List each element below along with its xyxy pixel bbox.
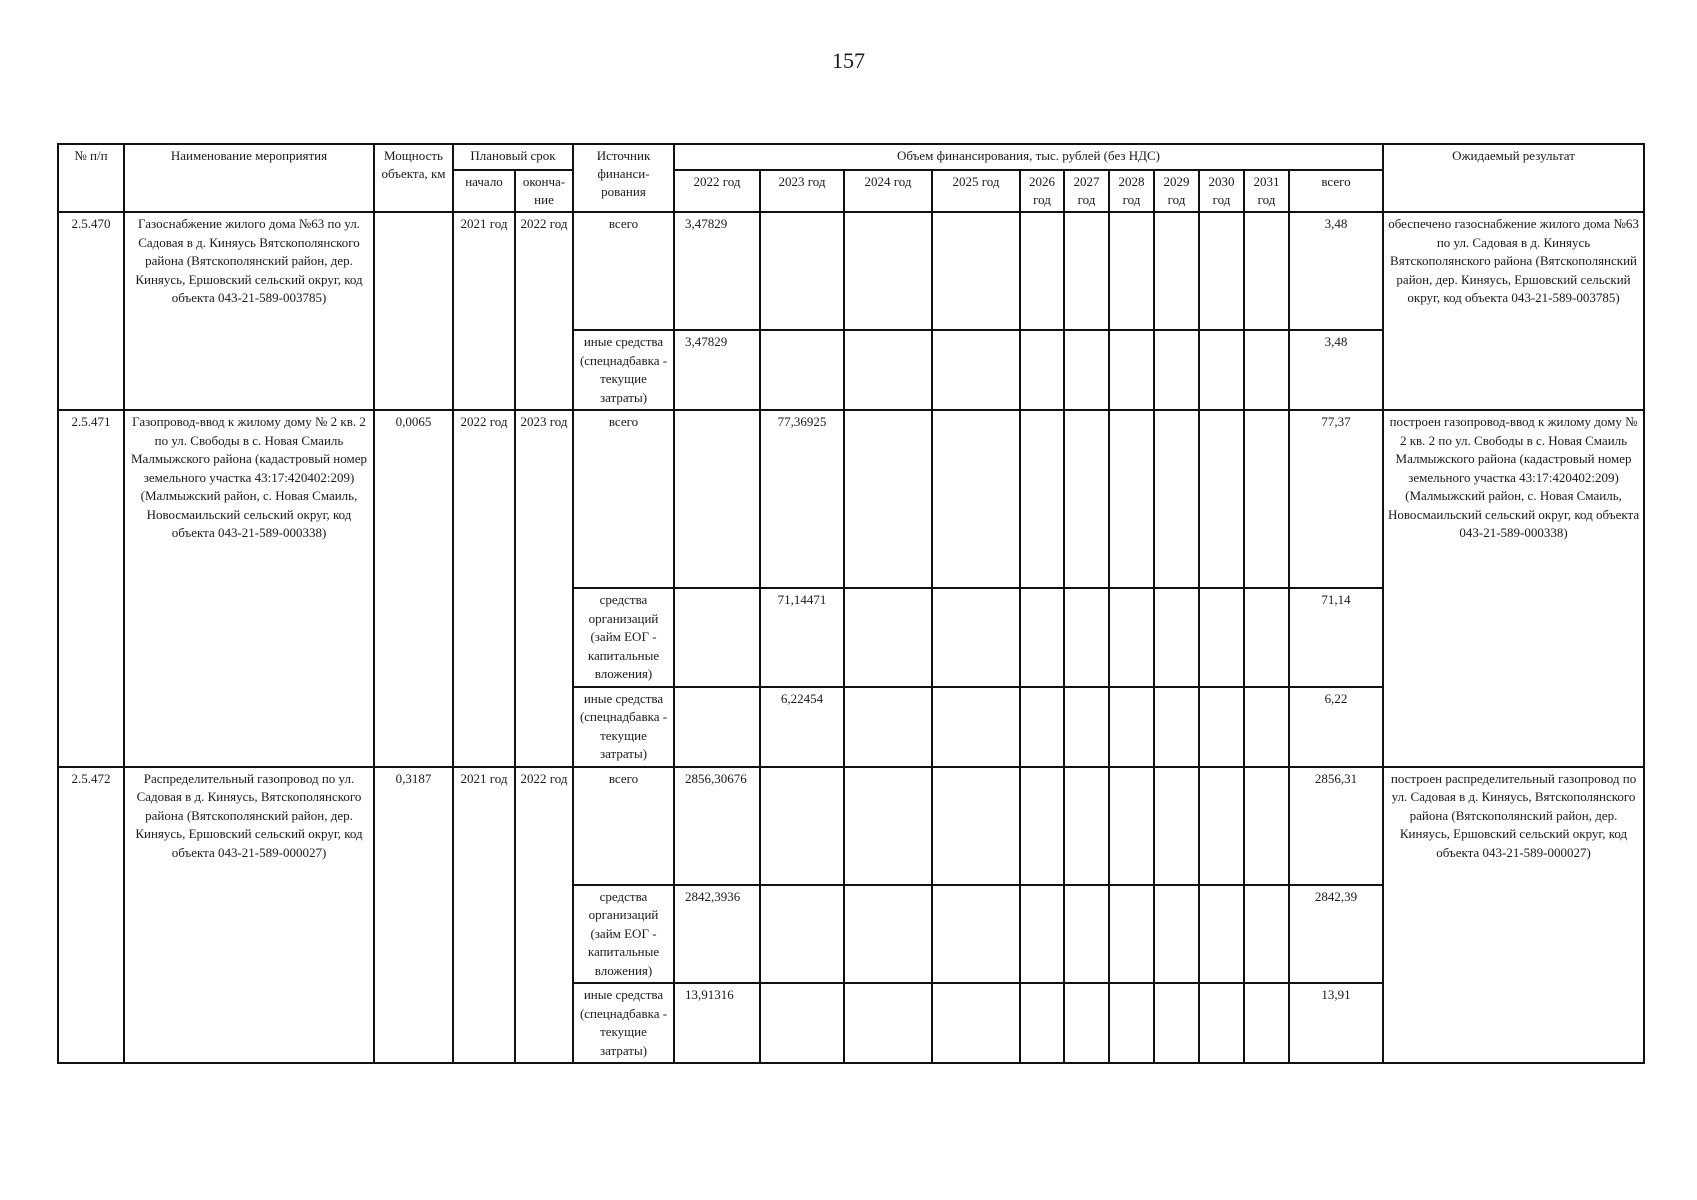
value-2022: 3,47829 (674, 330, 760, 410)
value-total: 6,22 (1289, 687, 1383, 767)
header-year: 2028 год (1109, 170, 1154, 212)
item-start: 2021 год (453, 767, 515, 1064)
header-end: оконча-ние (515, 170, 573, 212)
funding-source: всего (573, 767, 674, 885)
item-name: Распределительный газопровод по ул. Садовая в д. Киняусь, Вятскополянского района (Вятскополянский район, дер. Киняусь, Ершовский сельский округ, код объекта 043-21-589-000027) (124, 767, 374, 1064)
item-end: 2022 год (515, 767, 573, 1064)
value-2023 (760, 330, 844, 410)
header-source: Источник финанси-рования (573, 144, 674, 212)
value-2022: 13,91316 (674, 983, 760, 1063)
table-row (58, 767, 1644, 885)
value-2022: 3,47829 (674, 212, 760, 330)
header-year: 2025 год (932, 170, 1020, 212)
header-year: 2031 год (1244, 170, 1289, 212)
expected-result: построен распределительный газопровод по ул. Садовая в д. Киняусь, Вятскополянского района (Вятскополянский район, дер. Киняусь, Ершовский сельский округ, код объекта 043-21-589-000027) (1383, 767, 1644, 1064)
header-num: № п/п (58, 144, 124, 212)
page-number: 157 (832, 48, 865, 73)
item-number: 2.5.471 (58, 410, 124, 767)
item-name: Газоснабжение жилого дома №63 по ул. Садовая в д. Киняусь Вятскополянского района (Вятскополянский район, дер. Киняусь, Ершовский сельский округ, код объекта 043-21-589-003785) (124, 212, 374, 410)
funding-source: средства организаций (займ ЕОГ - капитальные вложения) (573, 885, 674, 984)
funding-source: всего (573, 212, 674, 330)
financing-table (57, 143, 1645, 1064)
header-year: 2029 год (1154, 170, 1199, 212)
value-2022: 2842,3936 (674, 885, 760, 984)
header-year: 2022 год (674, 170, 760, 212)
value-2022 (674, 588, 760, 687)
expected-result: обеспечено газоснабжение жилого дома №63 по ул. Садовая в д. Киняусь Вятскополянского района (Вятскополянский район, дер. Киняусь, Ершовский сельский округ, код объекта 043-21-589-003785) (1383, 212, 1644, 410)
item-number: 2.5.472 (58, 767, 124, 1064)
funding-source: иные средства (спецнадбавка - текущие затраты) (573, 687, 674, 767)
header-year: 2023 год (760, 170, 844, 212)
value-total: 2842,39 (1289, 885, 1383, 984)
header-start: начало (453, 170, 515, 212)
header-capacity: Мощность объекта, км (374, 144, 453, 212)
value-2022: 2856,30676 (674, 767, 760, 885)
header-year: 2030 год (1199, 170, 1244, 212)
value-total: 2856,31 (1289, 767, 1383, 885)
header-result: Ожидаемый результат (1383, 144, 1644, 212)
item-name: Газопровод-ввод к жилому дому № 2 кв. 2 по ул. Свободы в с. Новая Смаиль Малмыжского района (кадастровый номер земельного участка 43:17:420402:209) (Малмыжский район, с. Новая Смаиль, Новосмаильский сельский округ, код объекта 043-21-589-000338) (124, 410, 374, 767)
value-2023: 6,22454 (760, 687, 844, 767)
item-end: 2022 год (515, 212, 573, 410)
value-2022 (674, 687, 760, 767)
header-year: 2026 год (1020, 170, 1064, 212)
header-total: всего (1289, 170, 1383, 212)
table-header (58, 144, 1644, 212)
value-total: 77,37 (1289, 410, 1383, 588)
funding-source: средства организаций (займ ЕОГ - капитальные вложения) (573, 588, 674, 687)
value-2023 (760, 983, 844, 1063)
item-start: 2021 год (453, 212, 515, 410)
expected-result: построен газопровод-ввод к жилому дому № 2 кв. 2 по ул. Свободы в с. Новая Смаиль Малмыжского района (кадастровый номер земельного участка 43:17:420402:209) (Малмыжский район, с. Новая Смаиль, Новосмаильский сельский округ, код объекта 043-21-589-000338) (1383, 410, 1644, 767)
table-row (58, 410, 1644, 588)
funding-source: иные средства (спецнадбавка - текущие затраты) (573, 330, 674, 410)
table-row (58, 212, 1644, 330)
item-start: 2022 год (453, 410, 515, 767)
value-total: 3,48 (1289, 330, 1383, 410)
item-capacity: 0,0065 (374, 410, 453, 767)
funding-source: всего (573, 410, 674, 588)
header-name: Наименование мероприятия (124, 144, 374, 212)
funding-source: иные средства (спецнадбавка - текущие затраты) (573, 983, 674, 1063)
value-2022 (674, 410, 760, 588)
item-capacity: 0,3187 (374, 767, 453, 1064)
item-capacity (374, 212, 453, 410)
item-end: 2023 год (515, 410, 573, 767)
value-2023 (760, 885, 844, 984)
header-year: 2024 год (844, 170, 932, 212)
value-2023 (760, 767, 844, 885)
header-year: 2027 год (1064, 170, 1109, 212)
value-total: 13,91 (1289, 983, 1383, 1063)
value-2023: 77,36925 (760, 410, 844, 588)
header-planned-term: Плановый срок (453, 144, 573, 170)
header-funding: Объем финансирования, тыс. рублей (без НДС) (674, 144, 1383, 170)
value-total: 3,48 (1289, 212, 1383, 330)
value-2023 (760, 212, 844, 330)
value-2023: 71,14471 (760, 588, 844, 687)
item-number: 2.5.470 (58, 212, 124, 410)
value-total: 71,14 (1289, 588, 1383, 687)
